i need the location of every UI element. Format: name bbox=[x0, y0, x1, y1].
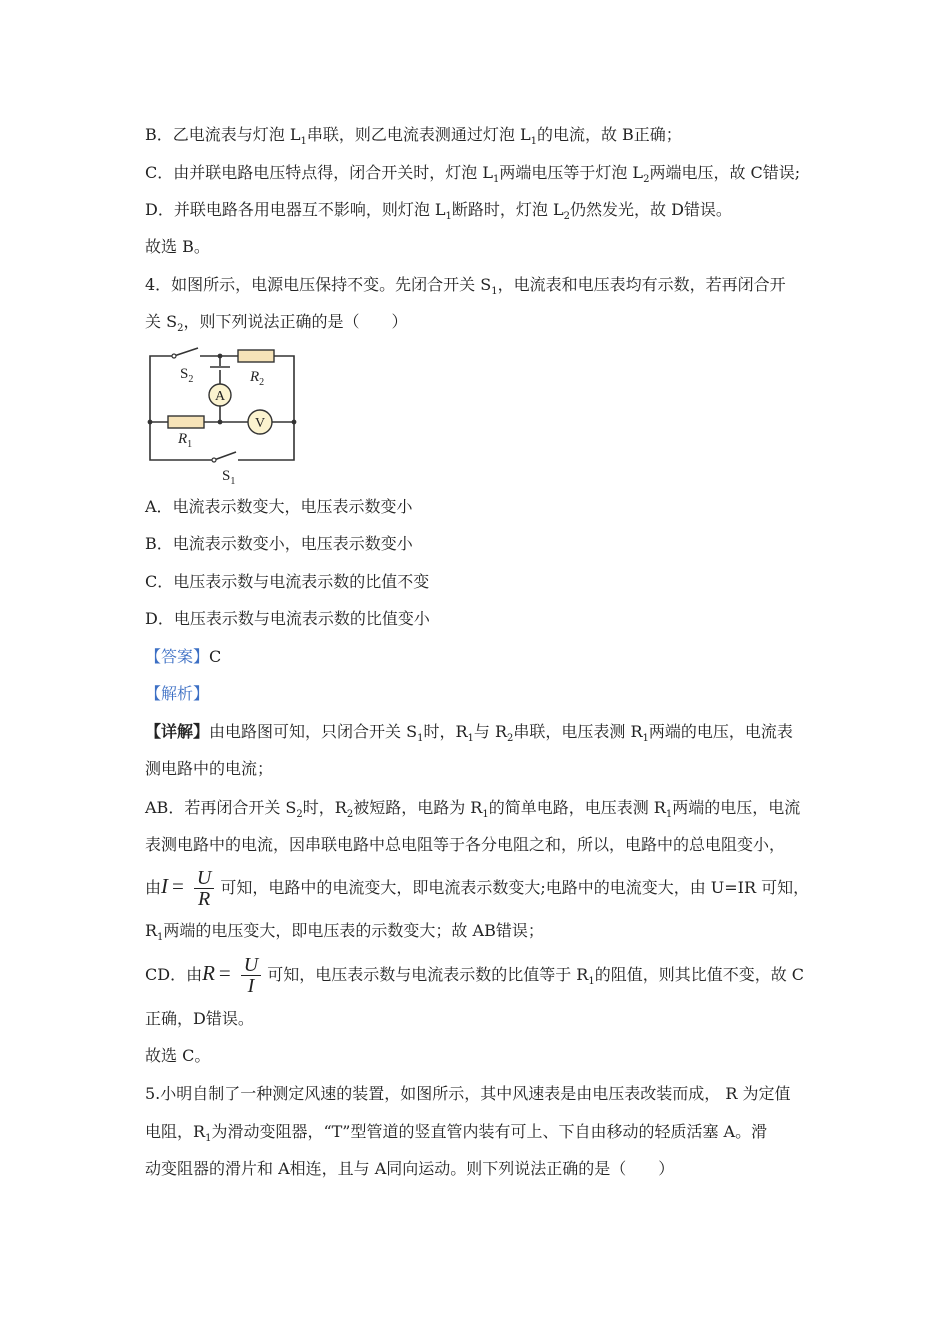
resistor-r1-label: $R_1$ bbox=[178, 431, 193, 450]
cd-line2: 正确，D错误。 bbox=[145, 1009, 254, 1028]
answer-label: 【答案】 bbox=[145, 647, 210, 666]
fraction-u-over-i: $\frac{U}{I}$ bbox=[241, 955, 261, 996]
junction-dot bbox=[218, 354, 223, 359]
switch-s1-blade bbox=[214, 452, 236, 460]
q4-answer-choice: 故选 C。 bbox=[145, 1046, 211, 1065]
q4-stem-line1: 4．如图所示，电源电压保持不变。先闭合开关 $S_1$，电流表和电压表均有示数，若再闭合开 bbox=[145, 275, 786, 297]
q4-option-b: B．电流表示数变小，电压表示数变小 bbox=[145, 534, 413, 553]
q4-option-c: C．电压表示数与电流表示数的比值不变 bbox=[145, 572, 430, 591]
junction-dot bbox=[292, 420, 297, 425]
q4-option-d: D．电压表示数与电流表示数的比值变小 bbox=[145, 609, 430, 628]
circuit-diagram bbox=[138, 340, 308, 488]
q4-option-a: A．电流表示数变大，电压表示数变小 bbox=[145, 497, 413, 516]
ab-line4: $R_1$两端的电压变大，即电压表的示数变大；故 AB错误； bbox=[145, 921, 544, 943]
answer-line bbox=[145, 646, 221, 668]
q4-stem-line2: 关 $S_2$，则下列说法正确的是（ ） bbox=[145, 312, 408, 334]
fraction-u-over-r: $\frac{U}{R}$ bbox=[194, 868, 214, 909]
wire-top-left bbox=[150, 356, 174, 422]
detail-line2: 测电路中的电流； bbox=[145, 759, 274, 778]
junction-dot bbox=[148, 420, 153, 425]
switch-s2-label: $S_2$ bbox=[180, 366, 194, 385]
q5-stem-line2: 电阻，$R_1$为滑动变阻器，“T”型管道的竖直管内装有可上、下自由移动的轻质活塞 A。滑 bbox=[145, 1122, 768, 1144]
q5-stem-line1: 5.小明自制了一种测定风速的装置，如图所示，其中风速表是由电压表改装而成， R 为定值 bbox=[145, 1084, 791, 1103]
answer-value: C bbox=[209, 647, 222, 666]
ab-line3: 由I = $\frac{U}{R}$ 可知，电路中的电流变大，即电流表示数变大;电路中的电流变大，由 U=IR 可知， bbox=[145, 867, 810, 910]
q3-option-b-explanation: B．乙电流表与灯泡 $L_1$串联，则乙电流表测通过灯泡 $L_1$的电流，故 B正确； bbox=[145, 125, 682, 147]
voltmeter-label: V bbox=[254, 416, 266, 431]
detail-label: 【详解】 bbox=[145, 722, 210, 741]
resistor-r2-label: $R_2$ bbox=[250, 369, 265, 388]
resistor-r1 bbox=[168, 416, 204, 428]
switch-s2-contact bbox=[172, 354, 176, 358]
ammeter-label: A bbox=[214, 389, 226, 404]
q3-option-c-explanation: C．由并联电路电压特点得，闭合开关时，灯泡 $L_1$两端电压等于灯泡 $L_2$两端电压，故 C错误; bbox=[145, 163, 801, 185]
q5-stem-line3: 动变阻器的滑片和 A相连，且与 A同向运动。则下列说法正确的是（ ） bbox=[145, 1159, 675, 1178]
q3-answer-choice: 故选 B。 bbox=[145, 237, 210, 256]
switch-s1-contact bbox=[212, 458, 216, 462]
resistor-r2 bbox=[238, 350, 274, 362]
wire-top-right bbox=[274, 356, 294, 422]
junction-dot bbox=[218, 420, 223, 425]
equation-r-lhs: R bbox=[202, 961, 215, 985]
analysis-label: 【解析】 bbox=[145, 684, 210, 703]
switch-s2-blade bbox=[174, 348, 198, 356]
switch-s1-label: $S_1$ bbox=[222, 468, 236, 487]
ab-line1: AB．若再闭合开关 $S_2$时，$R_2$被短路，电路为 $R_1$的简单电路，电压表测 $R_1$两端的电压，电流 bbox=[145, 798, 801, 820]
cd-line1: CD．由R = $\frac{U}{I}$ 可知，电压表示数与电流表示数的比值等于 $R_1$的阻值，则其比值不变，故 C bbox=[145, 954, 805, 997]
equation-i-lhs: I bbox=[161, 874, 169, 898]
ab-line2: 表测电路中的电流，因串联电路中总电阻等于各分电阻之和，所以，电路中的总电阻变小， bbox=[145, 835, 786, 854]
q3-option-d-explanation: D．并联电路各用电器互不影响，则灯泡 $L_1$断路时，灯泡 $L_2$仍然发光，故 D错误。 bbox=[145, 200, 732, 222]
detail-line1: 【详解】由电路图可知，只闭合开关 $S_1$时，$R_1$与 $R_2$串联，电压表测 $R_1$两端的电压，电流表 bbox=[145, 722, 793, 744]
